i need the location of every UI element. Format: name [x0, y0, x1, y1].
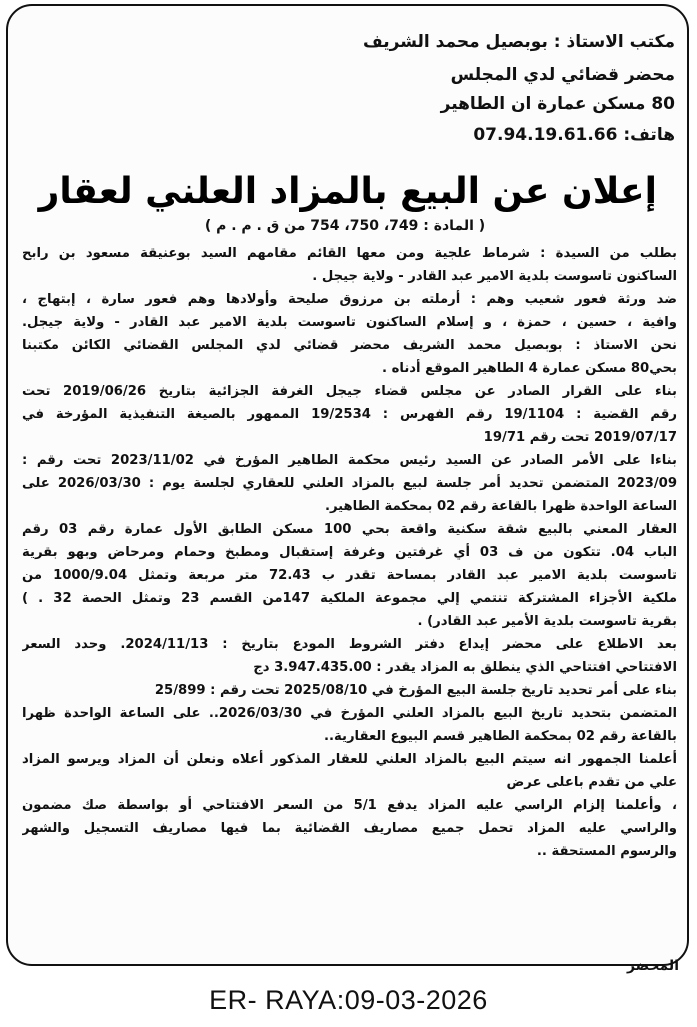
body-line: بقرية تاسوست بلدية الأمير عبد القادر) . — [417, 614, 677, 629]
body-line: وافية ، حسين ، حمزة ، و إسلام الساكنون تاسوست بلدية الامير عبد القادر - ولاية جيجل. — [22, 315, 677, 330]
body-line: بناء على أمر تحديد تاريخ جلسة البيع المؤرخ في 2025/08/10 تحت رقم : 25/899 — [154, 683, 677, 698]
body-line: الباب 04. تتكون من ف 03 أي غرفتين وغرفة إستقبال ومطبخ وحمام ومرحاض وبهو بقرية — [22, 545, 677, 560]
office-address: 80 مسكن عمارة ان الطاهير — [440, 94, 675, 114]
body-line: ملكية الأجزاء المشتركة تنتمي إلي مجموعة الملكية 147من القسم 23 وتمثل الحصة 32 . ) — [22, 591, 677, 606]
body-line: ضد ورثة فعور شعيب وهم : أرملته بن مرزوق صليحة وأولادها وهم فعور سارة ، إبتهاج ، — [22, 292, 677, 307]
body-line: الساكنون تاسوست بلدية الامير عبد القادر - ولاية جيجل . — [312, 269, 677, 284]
bailiff-role: محضر قضائي لدي المجلس — [450, 65, 675, 85]
announcement-title: إعلان عن البيع بالمزاد العلني لعقار — [38, 171, 657, 212]
body-line: بعد الاطلاع على محضر إيداع دفتر الشروط المودع بتاريخ : 2024/11/13. وحدد السعر — [22, 637, 677, 652]
body-line: أعلمنا الجمهور انه سيتم البيع بالمزاد العلني للعقار المذكور أعلاه ونعلن أن المزاد ويرسو المزاد — [22, 752, 677, 767]
publication-stamp: ER- RAYA:09-03-2026 — [209, 985, 488, 1015]
body-line: بطلب من السيدة : شرماط علجية ومن معها القائم مقامهم السيد بوعنيقة مسعود بن رابح — [22, 246, 677, 261]
bailiff-signature: المحضر — [626, 958, 679, 974]
office-phone: هاتف: 07.94.19.61.66 — [473, 125, 675, 145]
body-line: نحن الاستاذ : بوبصيل محمد الشريف محضر قضائي لدي المجلس القضائي الكائن مكتبنا — [22, 338, 677, 353]
body-line: 2023/09 المتضمن تحديد أمر جلسة لبيع بالمزاد العلني للعقاري لجلسة يوم : 2026/03/30 على — [22, 476, 677, 491]
body-line: 2019/07/17 تحت رقم 19/71 — [483, 430, 677, 445]
body-line: بناءا على الأمر الصادر عن السيد رئيس محكمة الطاهير المؤرخ في 2023/11/02 تحت رقم : — [22, 453, 677, 468]
body-line: رقم القضية : 19/1104 رقم الفهرس : 19/2534 الممهور بالصيغة التنفيذية المؤرخة في — [22, 407, 677, 422]
body-line: بالقاعة رقم 02 بمحكمة الطاهير قسم البيوع العقارية.. — [323, 729, 677, 744]
body-line: والراسي عليه المزاد تحمل جميع مصاريف القضائية بما فيها مصاريف التسجيل والشهر — [22, 821, 677, 836]
body-line: تاسوست بلدية الامير عبد القادر بمساحة تقدر ب 72.43 متر مربعة وتمثل 1000/9.04 من — [22, 568, 677, 583]
body-line: الافتتاحي افتتاحي الذي ينطلق به المزاد يقدر : 3.947.435.00 دج — [253, 660, 677, 675]
body-line: المتضمن بتحديد تاريخ البيع بالمزاد العلني المؤرخ في 2026/03/30.. على الساعة الواحدة ظهرا — [22, 706, 677, 721]
bailiff-office: مكتب الاستاذ : بوبصيل محمد الشريف — [363, 32, 675, 52]
body-line: العقار المعني بالبيع شقة سكنية واقعة بحي 100 مسكن الطابق الأول عمارة رقم 03 رقم — [22, 522, 677, 537]
body-line: ، وأعلمنا إلزام الراسي عليه المزاد يدفع 5/1 من السعر الافتتاحي أو بواسطة صك مضمون — [22, 798, 677, 813]
body-line: علي من تقدم باعلى عرض — [506, 775, 677, 790]
body-line: بناء على القرار الصادر عن مجلس قضاء جيجل الغرفة الجزائية بتاريخ 2019/06/26 تحت — [22, 384, 677, 399]
body-line: بحي80 مسكن عمارة 4 الطاهير الموقع أدناه . — [381, 361, 677, 376]
legal-articles: ( المادة : 749، 750، 754 من ق . م . م ) — [204, 218, 486, 234]
body-line: الساعة الواحدة ظهرا بالقاعة رقم 02 بمحكمة الطاهير. — [324, 499, 677, 514]
body-line: والرسوم المستحقة .. — [536, 844, 677, 859]
